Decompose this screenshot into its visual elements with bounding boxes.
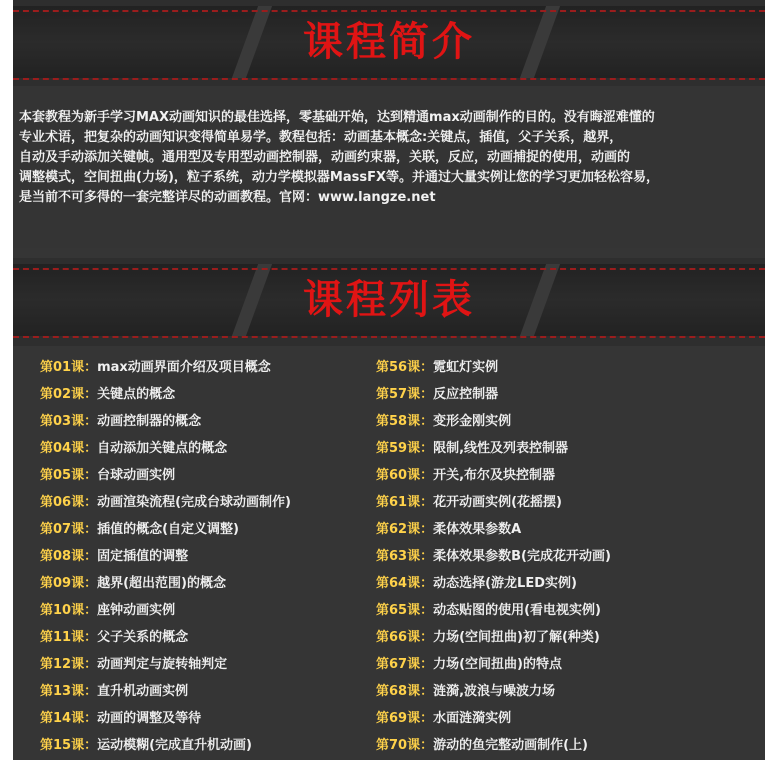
- lesson-name: 柔体效果参数A: [433, 522, 522, 537]
- lesson-name: 动画的调整及等待: [97, 711, 202, 726]
- lesson-number: 第06课：: [40, 495, 98, 510]
- lesson-number: 第67课：: [376, 657, 434, 672]
- lesson-name: 自动添加关键点的概念: [97, 441, 228, 456]
- banner-stitch-top: [13, 268, 765, 270]
- lesson-item[interactable]: [40, 489, 360, 516]
- lesson-item[interactable]: [376, 543, 756, 570]
- lesson-number: 第05课：: [40, 468, 98, 483]
- lesson-number: 第11课：: [40, 630, 98, 645]
- lesson-number: 第59课：: [376, 441, 434, 456]
- lesson-number: 第14课：: [40, 711, 98, 726]
- lesson-name: 动态选择(游龙LED实例): [433, 576, 577, 591]
- lesson-number: 第66课：: [376, 630, 434, 645]
- lesson-item[interactable]: [40, 435, 360, 462]
- lesson-name: 限制,线性及列表控制器: [433, 441, 569, 456]
- lesson-number: 第15课：: [40, 738, 98, 753]
- lesson-item[interactable]: [40, 570, 360, 597]
- lesson-item[interactable]: [376, 516, 756, 543]
- lesson-name: 力场(空间扭曲)初了解(种类): [433, 630, 600, 645]
- lesson-item[interactable]: [40, 408, 360, 435]
- lesson-number: 第69课：: [376, 711, 434, 726]
- lesson-number: 第01课：: [40, 360, 98, 375]
- lesson-name: 动画控制器的概念: [97, 414, 202, 429]
- intro-title: 课程简介: [303, 18, 475, 65]
- lesson-number: 第02课：: [40, 387, 98, 402]
- lesson-number: 第04课：: [40, 441, 98, 456]
- lesson-item[interactable]: [376, 354, 756, 381]
- lesson-item[interactable]: [40, 597, 360, 624]
- lesson-name: max动画界面介绍及项目概念: [97, 360, 271, 375]
- lesson-name: 关键点的概念: [97, 387, 176, 402]
- lesson-item[interactable]: [376, 435, 756, 462]
- lesson-item[interactable]: [376, 462, 756, 489]
- lesson-item[interactable]: [40, 678, 360, 705]
- list-title: 课程列表: [303, 276, 475, 323]
- lesson-item[interactable]: [376, 705, 756, 732]
- lesson-name: 运动模糊(完成直升机动画): [97, 738, 252, 753]
- lesson-list-left: [40, 354, 360, 759]
- lesson-number: 第61课：: [376, 495, 434, 510]
- lesson-item[interactable]: [40, 516, 360, 543]
- lesson-number: 第58课：: [376, 414, 434, 429]
- lesson-name: 水面涟漪实例: [433, 711, 512, 726]
- lesson-name: 变形金刚实例: [433, 414, 512, 429]
- lesson-item[interactable]: [376, 381, 756, 408]
- lesson-number: 第70课：: [376, 738, 434, 753]
- banner-stitch-top: [13, 10, 765, 12]
- lesson-number: 第08课：: [40, 549, 98, 564]
- lesson-number: 第09课：: [40, 576, 98, 591]
- lesson-name: 越界(超出范围)的概念: [97, 576, 226, 591]
- lesson-item[interactable]: [376, 489, 756, 516]
- lesson-item[interactable]: [40, 381, 360, 408]
- banner-stitch-bottom: [13, 336, 765, 338]
- lesson-item[interactable]: [40, 705, 360, 732]
- lesson-name: 开关,布尔及块控制器: [433, 468, 556, 483]
- intro-description: 本套教程为新手学习MAX动画知识的最佳选择，零基础开始，达到精通max动画制作的目的。没有晦涩难懂的 专业术语，把复杂的动画知识变得简单易学。教程包括：动画基本概念:关键点，插值，父子关系，越界， 自动及手动添加关键帧。通用型及专用型动画控制器，动画约束器，关联，反应，动画捕捉的使用，动画的 调整模式，空间扭曲(力场)，粒子系统，动力学模拟器MassFX等。并通过大量实例让您的学习更加轻松容易， 是当前不可多得的一套完整详尽的动画教程。官网：www.langze.net: [19, 110, 659, 205]
- lesson-item[interactable]: [40, 732, 360, 759]
- lesson-item[interactable]: [40, 462, 360, 489]
- lesson-name: 花开动画实例(花摇摆): [433, 495, 562, 510]
- lesson-name: 父子关系的概念: [97, 630, 189, 645]
- lesson-name: 力场(空间扭曲)的特点: [433, 657, 562, 672]
- lesson-number: 第56课：: [376, 360, 434, 375]
- lesson-name: 直升机动画实例: [97, 684, 189, 699]
- lesson-item[interactable]: [376, 678, 756, 705]
- lesson-item[interactable]: [376, 651, 756, 678]
- lesson-number: 第57课：: [376, 387, 434, 402]
- lesson-name: 涟漪,波浪与噪波力场: [433, 684, 556, 699]
- lesson-item[interactable]: [40, 354, 360, 381]
- lesson-number: 第62课：: [376, 522, 434, 537]
- lesson-number: 第07课：: [40, 522, 98, 537]
- lesson-name: 游动的鱼完整动画制作(上): [433, 738, 588, 753]
- lesson-name: 柔体效果参数B(完成花开动画): [433, 549, 611, 564]
- banner-stitch-bottom: [13, 78, 765, 80]
- lesson-item[interactable]: [376, 570, 756, 597]
- lesson-name: 动画判定与旋转轴判定: [97, 657, 228, 672]
- lesson-number: 第13课：: [40, 684, 98, 699]
- lesson-name: 反应控制器: [433, 387, 499, 402]
- lesson-number: 第60课：: [376, 468, 434, 483]
- lesson-name: 动态贴图的使用(看电视实例): [433, 603, 601, 618]
- lesson-name: 座钟动画实例: [97, 603, 176, 618]
- lesson-item[interactable]: [40, 543, 360, 570]
- lesson-item[interactable]: [376, 408, 756, 435]
- lesson-number: 第63课：: [376, 549, 434, 564]
- lesson-name: 动画渲染流程(完成台球动画制作): [97, 495, 291, 510]
- lesson-list-right: [376, 354, 756, 759]
- lesson-number: 第12课：: [40, 657, 98, 672]
- lesson-name: 台球动画实例: [97, 468, 176, 483]
- course-intro-panel: [13, 0, 765, 248]
- intro-banner: [13, 0, 765, 86]
- lesson-name: 固定插值的调整: [97, 549, 189, 564]
- lesson-item[interactable]: [40, 624, 360, 651]
- lesson-number: 第68课：: [376, 684, 434, 699]
- lesson-number: 第03课：: [40, 414, 98, 429]
- lesson-item[interactable]: [376, 624, 756, 651]
- lesson-item[interactable]: [376, 732, 756, 759]
- list-banner: [13, 258, 765, 346]
- lesson-name: 霓虹灯实例: [433, 360, 499, 375]
- lesson-number: 第65课：: [376, 603, 434, 618]
- lesson-name: 插值的概念(自定义调整): [97, 522, 239, 537]
- lesson-number: 第64课：: [376, 576, 434, 591]
- lesson-item[interactable]: [376, 597, 756, 624]
- course-list-panel: [13, 248, 765, 760]
- lesson-item[interactable]: [40, 651, 360, 678]
- lesson-number: 第10课：: [40, 603, 98, 618]
